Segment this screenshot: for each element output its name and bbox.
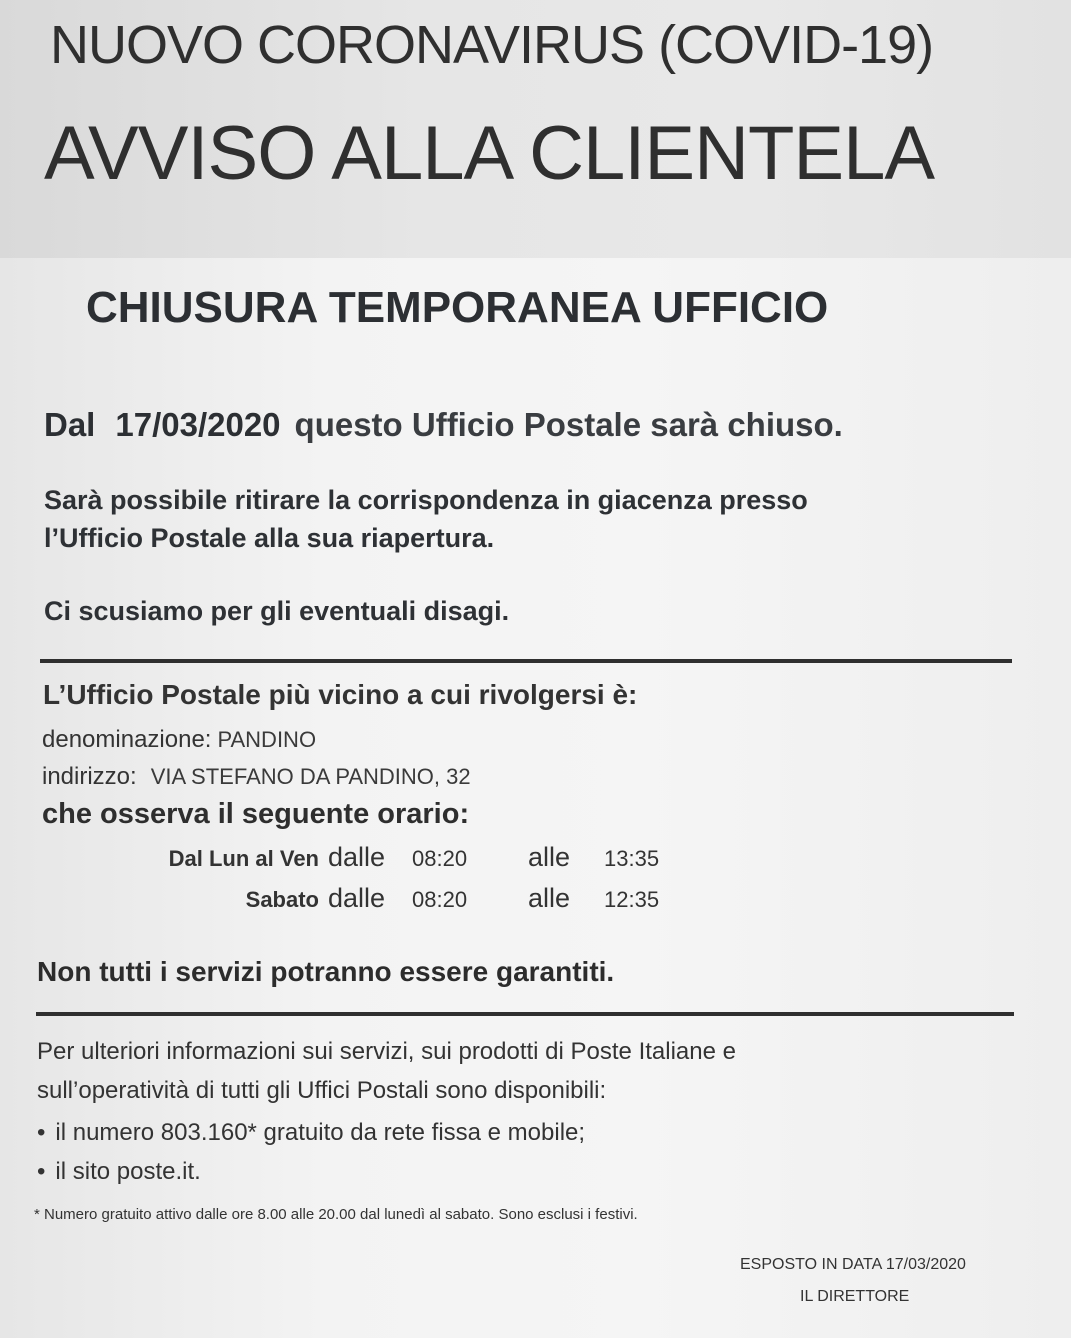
hours-from-label: dalle [328, 842, 386, 872]
hours-from-label: dalle [328, 883, 386, 913]
hours-to: 12:35 [604, 887, 660, 912]
closure-intro [44, 406, 843, 444]
hours-row-weekdays [0, 842, 1071, 882]
posted-date: 17/03/2020 [885, 1256, 966, 1273]
office-name-row [42, 726, 316, 754]
bullet-icon: • [37, 1119, 46, 1146]
nearest-office-title: L’Ufficio Postale più vicino a cui rivolgersi è: [43, 679, 638, 710]
hours-day: Dal Lun al Ven [168, 846, 319, 871]
pickup-line-2: l’Ufficio Postale alla sua riapertura. [44, 523, 495, 553]
office-address-row [42, 763, 471, 791]
hours-day: Sabato [245, 887, 319, 912]
header-line-covid: NUOVO CORONAVIRUS (COVID-19) [50, 15, 934, 75]
bullet-icon: • [37, 1158, 46, 1185]
bullet-text: il sito poste.it. [55, 1158, 201, 1185]
hours-title: che osserva il seguente orario: [42, 798, 470, 830]
info-bullet-phone [37, 1119, 585, 1147]
info-line-1: Per ulteriori informazioni sui servizi, sui prodotti di Poste Italiane e [37, 1038, 736, 1065]
pickup-line-1: Sarà possibile ritirare la corrispondenza in giacenza presso [44, 485, 808, 515]
hours-from: 08:20 [412, 887, 468, 912]
info-bullet-site [37, 1158, 201, 1186]
office-name-label: denominazione: [42, 726, 212, 753]
divider-top [40, 659, 1012, 663]
footnote: * Numero gratuito attivo dalle ore 8.00 alle 20.00 dal lunedì al sabato. Sono esclusi i festivi. [34, 1206, 638, 1223]
info-line-2: sull’operatività di tutti gli Uffici Postali sono disponibili: [37, 1077, 607, 1104]
intro-from: Dal [44, 406, 96, 443]
services-note: Non tutti i servizi potranno essere garantiti. [37, 956, 615, 987]
office-name-value: PANDINO [217, 727, 317, 752]
hours-to: 13:35 [604, 846, 660, 871]
office-address-value: VIA STEFANO DA PANDINO, 32 [150, 764, 471, 789]
closure-date: 17/03/2020 [115, 406, 281, 443]
posted-label: ESPOSTO IN DATA [740, 1256, 882, 1273]
hours-to-label: alle [528, 842, 571, 872]
office-address-label: indirizzo: [42, 763, 137, 790]
hours-row-saturday [0, 883, 1071, 923]
divider-bottom [36, 1012, 1014, 1016]
hours-from: 08:20 [412, 846, 468, 871]
director-label: IL DIRETTORE [800, 1288, 910, 1305]
notice-title: CHIUSURA TEMPORANEA UFFICIO [86, 283, 829, 332]
hours-to-label: alle [528, 883, 571, 913]
bullet-text: il numero 803.160* gratuito da rete fissa e mobile; [55, 1119, 586, 1146]
posted-date-line [740, 1256, 966, 1274]
intro-rest: questo Ufficio Postale sarà chiuso. [294, 406, 843, 443]
apology-text: Ci scusiamo per gli eventuali disagi. [44, 596, 510, 626]
header-line-avviso: AVVISO ALLA CLIENTELA [44, 111, 935, 196]
